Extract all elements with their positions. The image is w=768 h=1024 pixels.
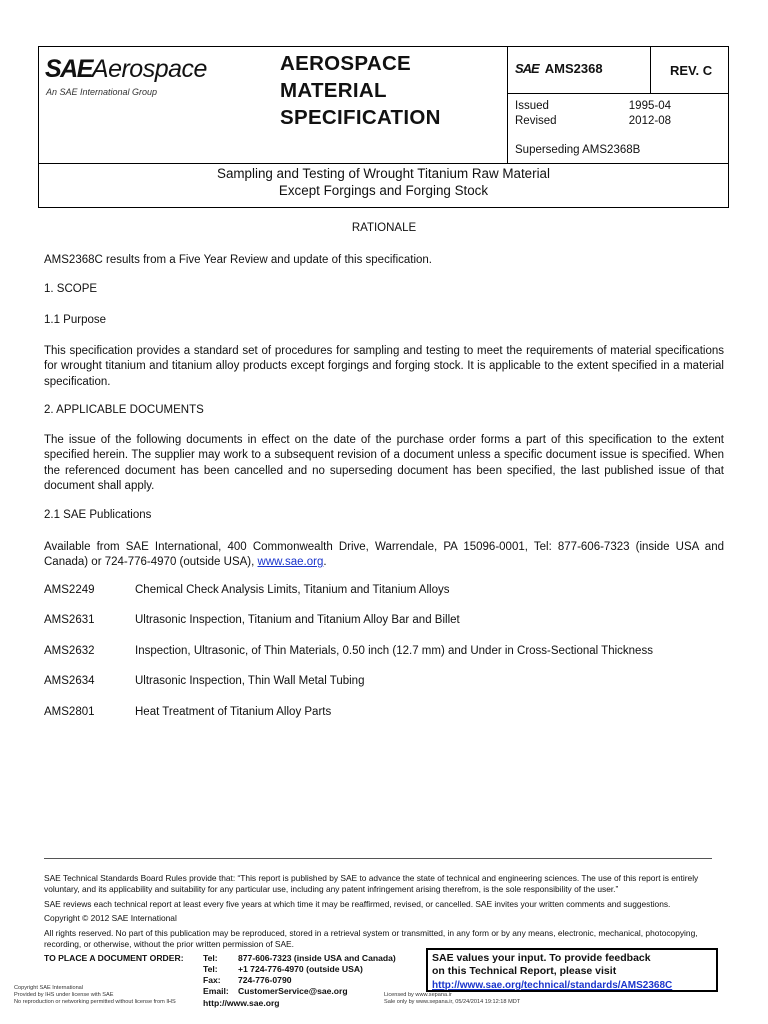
header-divider <box>507 47 508 163</box>
spec-title <box>280 50 441 131</box>
feedback-link[interactable]: http://www.sae.org/technical/standards/AMS2368C <box>432 979 673 991</box>
logo-aerospace-text: Aerospace <box>91 55 207 83</box>
spec-title-line: SPECIFICATION <box>280 106 441 129</box>
purpose-paragraph: This specification provides a standard set of procedures for sampling and testing to meet the requirements of material specifications for wrought titanium and titanium alloy products except forgings and forging stock. It is applicable to the extent specified in a material specification. <box>44 345 724 388</box>
license-note: Licensed by www.sepana.ir <box>384 992 452 998</box>
rationale-text: AMS2368C results from a Five Year Review and update of this specification. <box>44 254 433 266</box>
document-number <box>515 61 603 76</box>
feedback-line: on this Technical Report, please visit <box>432 965 617 978</box>
issued-value: 1995-04 <box>628 100 671 112</box>
availability-text: Available from SAE International, 400 Commonwealth Drive, Warrendale, PA 15096-0001, Tel: 877-606-7323 (inside USA and Canada) or 724-776-4970 (outside USA), <box>44 541 724 569</box>
order-label: TO PLACE A DOCUMENT ORDER: <box>44 953 184 963</box>
applicable-documents-paragraph: The issue of the following documents in effect on the date of the purchase order forms a part of this specification to the extent specified herein. The supplier may work to a subsequent revision of a document unless a specific document issue is specified. When the referenced document has been cancelled and no superseding document has been specified, the last published issue of that document shall apply. <box>44 434 724 492</box>
board-rules-note: SAE Technical Standards Board Rules provide that: “This report is published by SAE to advance the state of technical and engineering sciences. The use of this report is entirely voluntary, and its applicability and suitability for any particular use, including any patent infringement arising therefrom, is the sole responsibility of the user.” <box>44 873 699 894</box>
logo-sae-text: SAE <box>45 55 92 83</box>
license-note: No reproduction or networking permitted without license from IHS <box>14 999 176 1005</box>
scope-heading: 1. SCOPE <box>44 283 98 295</box>
document-title: Ultrasonic Inspection, Titanium and Titanium Alloy Bar and Billet <box>135 614 460 626</box>
doc-number-text: AMS2368 <box>544 61 603 76</box>
purpose-heading: 1.1 Purpose <box>44 314 107 326</box>
document-title: Chemical Check Analysis Limits, Titanium and Titanium Alloys <box>135 584 450 596</box>
document-code: AMS2249 <box>44 584 95 596</box>
document-header-table <box>38 46 729 208</box>
rationale-heading: RATIONALE <box>351 222 417 234</box>
contact-label: Email: <box>203 986 229 996</box>
header-divider <box>39 163 729 164</box>
contact-label: Tel: <box>203 964 218 974</box>
document-title: Heat Treatment of Titanium Alloy Parts <box>135 706 332 718</box>
feedback-box <box>426 948 718 992</box>
logo-tagline: An SAE International Group <box>46 87 158 97</box>
revised-label: Revised <box>515 115 557 127</box>
copyright-note: Copyright © 2012 SAE International <box>44 913 177 923</box>
subtitle-line: Sampling and Testing of Wrought Titanium Raw Material <box>217 166 550 181</box>
issue-dates <box>515 99 671 129</box>
superseding-note: Superseding AMS2368B <box>515 144 641 156</box>
availability-end: . <box>323 556 327 569</box>
document-subtitle <box>39 165 728 199</box>
sae-mini-logo: SAE <box>515 61 539 76</box>
contact-label: Fax: <box>203 975 221 985</box>
contact-value: 877-606-7323 (inside USA and Canada) <box>238 953 396 963</box>
revision-label: REV. C <box>670 63 713 78</box>
document-code: AMS2634 <box>44 675 95 687</box>
document-title: Inspection, Ultrasonic, of Thin Materials, 0.50 inch (12.7 mm) and Under in Cross-Sectional Thickness <box>135 645 653 657</box>
sae-website-link[interactable]: www.sae.org <box>257 556 324 569</box>
document-code: AMS2801 <box>44 706 95 718</box>
sae-website-link[interactable]: http://www.sae.org <box>203 998 280 1008</box>
sae-aerospace-logo <box>45 55 265 99</box>
contact-value: +1 724-776-4970 (outside USA) <box>238 964 363 974</box>
document-code: AMS2631 <box>44 614 95 626</box>
license-note: Copyright SAE International <box>14 985 84 991</box>
header-divider <box>650 47 651 93</box>
rights-note: All rights reserved. No part of this publication may be reproduced, stored in a retrieval system or transmitted, in any form or by any means, electronic, mechanical, photocopying, recording, or otherwise, without the prior written permission of SAE. <box>44 928 698 949</box>
sae-publications-heading: 2.1 SAE Publications <box>44 509 152 521</box>
applicable-documents-heading: 2. APPLICABLE DOCUMENTS <box>44 404 204 416</box>
contact-label: Tel: <box>203 953 218 963</box>
review-note: SAE reviews each technical report at least every five years at which time it may be reaffirmed, revised, or cancelled. SAE invites your written comments and suggestions. <box>44 899 671 909</box>
issued-label: Issued <box>515 100 549 112</box>
footer-divider <box>44 858 712 859</box>
license-note: Sale only by www.sepana.ir, 05/24/2014 19:12:18 MDT <box>384 999 521 1005</box>
email-link[interactable]: CustomerService@sae.org <box>238 986 348 996</box>
feedback-line: SAE values your input. To provide feedback <box>432 952 651 964</box>
revised-value: 2012-08 <box>628 115 671 127</box>
document-title: Ultrasonic Inspection, Thin Wall Metal Tubing <box>135 675 365 687</box>
header-divider <box>507 93 729 94</box>
spec-title-line: MATERIAL <box>280 79 387 102</box>
license-note: Provided by IHS under license with SAE <box>14 992 114 998</box>
document-code: AMS2632 <box>44 645 95 657</box>
spec-title-line: AEROSPACE <box>280 52 412 75</box>
subtitle-line: Except Forgings and Forging Stock <box>278 183 489 198</box>
availability-paragraph <box>44 540 724 571</box>
contact-value: 724-776-0790 <box>238 975 292 985</box>
